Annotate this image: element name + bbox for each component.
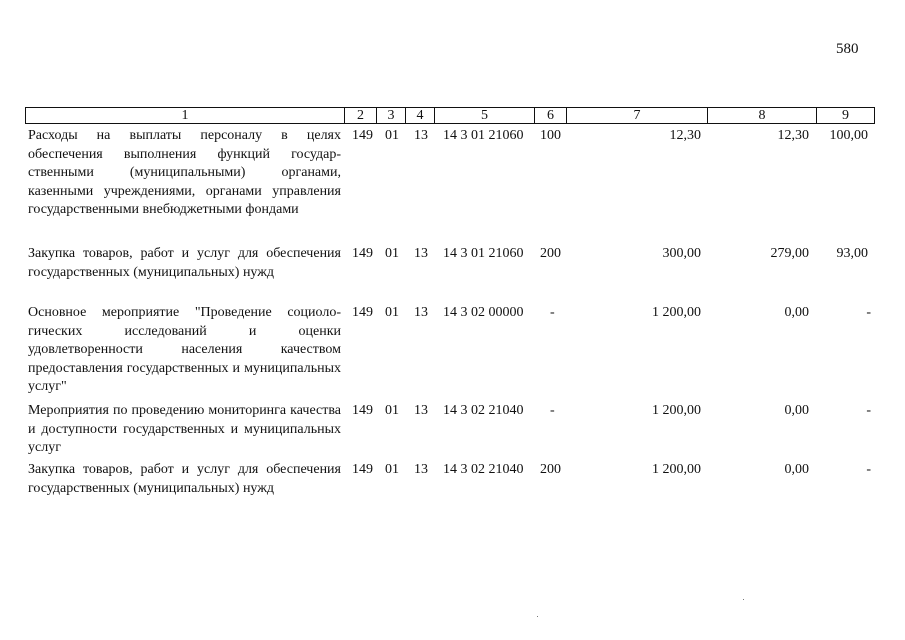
row-planned-amount: 300,00 [662, 246, 701, 261]
row-expense-type: - [550, 403, 555, 418]
row-subsection-code: 13 [414, 246, 428, 261]
header-cell-7: 7 [566, 107, 708, 124]
row-section-code: 01 [385, 462, 399, 477]
row-expense-type: 100 [540, 128, 561, 143]
row-target-code: 14 3 01 21060 [443, 246, 524, 261]
row-actual-amount: 279,00 [770, 246, 809, 261]
row-actual-amount: 12,30 [777, 128, 809, 143]
row-target-code: 14 3 02 21040 [443, 462, 524, 477]
row-ministry-code: 149 [352, 305, 373, 320]
header-cell-4: 4 [405, 107, 435, 124]
row-section-code: 01 [385, 305, 399, 320]
row-percent: - [866, 462, 871, 477]
row-percent: - [866, 403, 871, 418]
row-section-code: 01 [385, 246, 399, 261]
row-ministry-code: 149 [352, 462, 373, 477]
header-cell-3: 3 [376, 107, 406, 124]
row-planned-amount: 1 200,00 [652, 403, 701, 418]
row-subsection-code: 13 [414, 403, 428, 418]
row-name: Расходы на выплаты персоналу в целях обеспечения выполнения функций государственными (муниципальными) органами, казенными учреждениями, органами управления государственными внебюджетными фондами [28, 128, 341, 217]
page-number: 580 [836, 41, 859, 57]
row-subsection-code: 13 [414, 462, 428, 477]
scan-speck [743, 599, 744, 600]
row-section-code: 01 [385, 128, 399, 143]
row-percent: - [866, 305, 871, 320]
row-name: Основное мероприятие "Проведение социологических исследований и оценки удовлетворенности населения качеством предоставления государственных и муниципальных услуг" [28, 305, 341, 394]
row-expense-type: 200 [540, 246, 561, 261]
header-cell-1: 1 [25, 107, 345, 124]
row-ministry-code: 149 [352, 246, 373, 261]
header-cell-6: 6 [534, 107, 567, 124]
row-target-code: 14 3 01 21060 [443, 128, 524, 143]
scan-speck [537, 616, 538, 617]
row-subsection-code: 13 [414, 305, 428, 320]
row-actual-amount: 0,00 [784, 462, 809, 477]
row-expense-type: - [550, 305, 555, 320]
row-section-code: 01 [385, 403, 399, 418]
header-cell-9: 9 [816, 107, 875, 124]
row-ministry-code: 149 [352, 128, 373, 143]
row-actual-amount: 0,00 [784, 403, 809, 418]
header-cell-5: 5 [434, 107, 535, 124]
row-expense-type: 200 [540, 462, 561, 477]
row-target-code: 14 3 02 21040 [443, 403, 524, 418]
header-cell-8: 8 [707, 107, 817, 124]
row-name: Закупка товаров, работ и услуг для обеспечения государственных (муниципальных) нужд [28, 246, 341, 280]
row-planned-amount: 12,30 [669, 128, 701, 143]
row-subsection-code: 13 [414, 128, 428, 143]
row-percent: 93,00 [836, 246, 868, 261]
row-name: Закупка товаров, работ и услуг для обеспечения государственных (муниципальных) нужд [28, 462, 341, 496]
row-percent: 100,00 [829, 128, 868, 143]
row-ministry-code: 149 [352, 403, 373, 418]
row-actual-amount: 0,00 [784, 305, 809, 320]
row-planned-amount: 1 200,00 [652, 305, 701, 320]
header-cell-2: 2 [344, 107, 377, 124]
row-target-code: 14 3 02 00000 [443, 305, 524, 320]
row-planned-amount: 1 200,00 [652, 462, 701, 477]
row-name: Мероприятия по проведению мониторинга качества и доступности государственных и муниципальных услуг [28, 403, 341, 455]
table-header [25, 107, 875, 125]
